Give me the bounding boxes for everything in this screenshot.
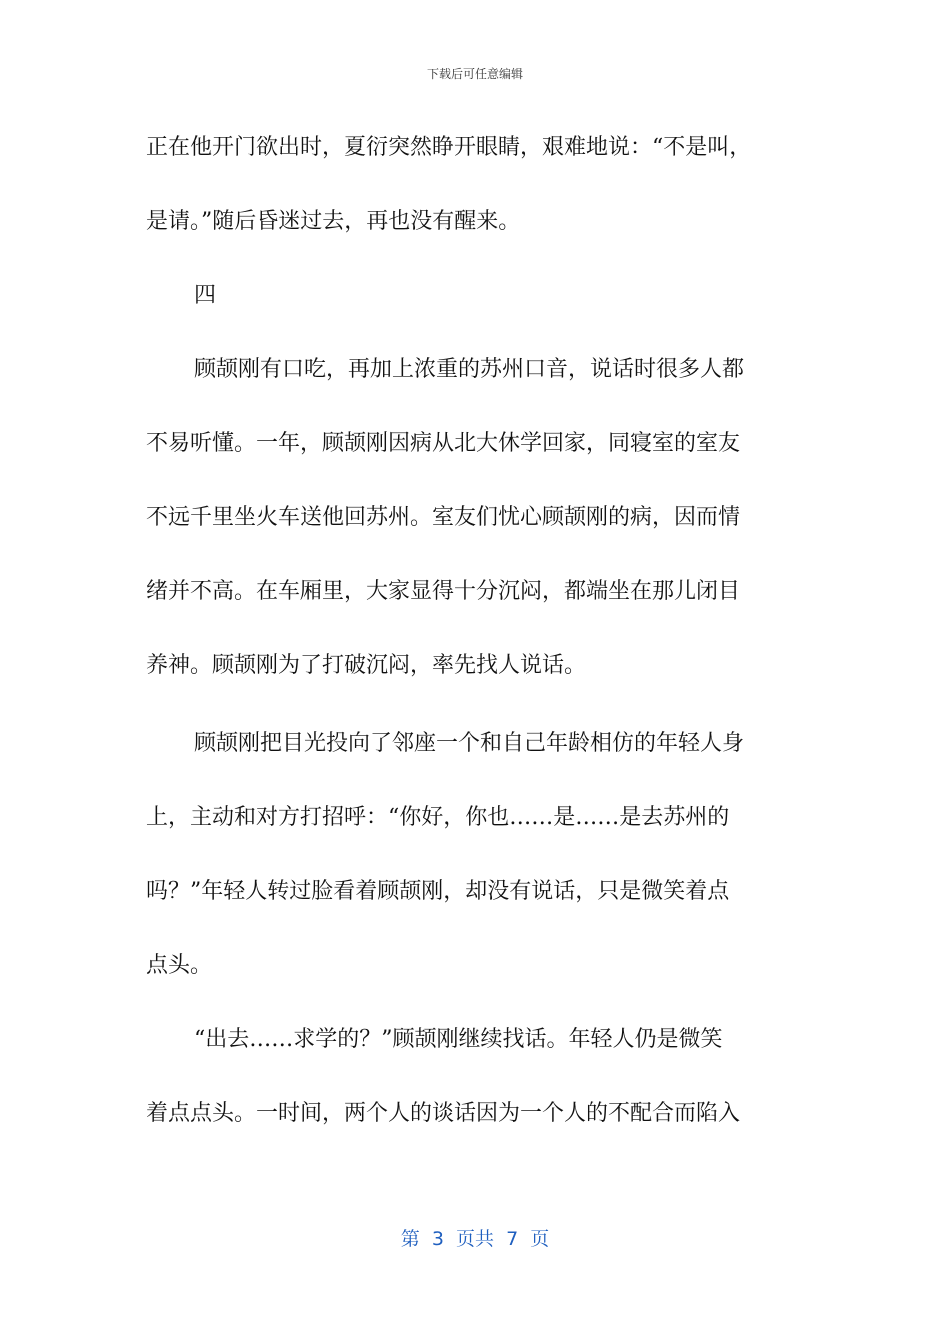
body-line: 不易听懂。一年，顾颉刚因病从北大休学回家，同寝室的室友	[146, 431, 741, 456]
page-footer: 第 3 页共 7 页	[400, 1228, 550, 1250]
body-line: 不远千里坐火车送他回苏州。室友们忧心顾颉刚的病，因而情	[146, 505, 741, 530]
section-number: 四	[194, 283, 217, 308]
body-line: 着点点头。一时间，两个人的谈话因为一个人的不配合而陷入	[146, 1101, 741, 1126]
page-header: 下载后可任意编辑	[426, 67, 523, 81]
body-line: 正在他开门欲出时，夏衍突然睁开眼睛，艰难地说：“不是叫，	[146, 135, 752, 160]
body-line: 绪并不高。在车厢里，大家显得十分沉闷，都端坐在那儿闭目	[146, 579, 741, 604]
body-line: “出去……求学的？”顾颉刚继续找话。年轻人仍是微笑	[194, 1027, 723, 1052]
body-line: 上，主动和对方打招呼：“你好，你也……是……是去苏州的	[146, 805, 730, 830]
body-line: 养神。顾颉刚为了打破沉闷，率先找人说话。	[146, 653, 587, 678]
body-line: 顾颉刚有口吃，再加上浓重的苏州口音，说话时很多人都	[194, 357, 745, 382]
body-line: 吗？”年轻人转过脸看着顾颉刚，却没有说话，只是微笑着点	[146, 879, 730, 904]
body-line: 顾颉刚把目光投向了邻座一个和自己年龄相仿的年轻人身	[194, 731, 745, 756]
body-line: 点头。	[146, 953, 213, 978]
body-line: 是请。”随后昏迷过去，再也没有醒来。	[146, 209, 521, 234]
